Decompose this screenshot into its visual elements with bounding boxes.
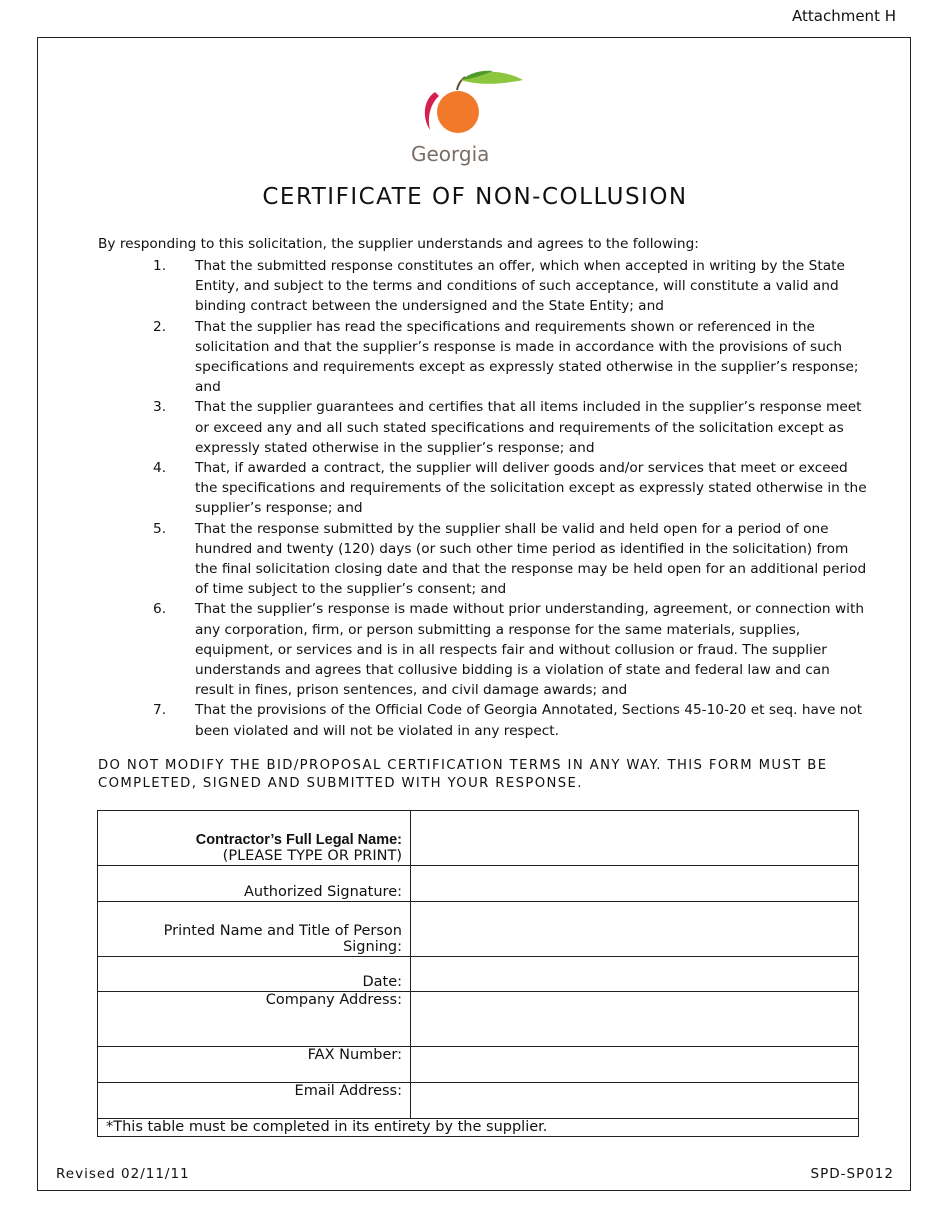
table-row <box>98 811 859 866</box>
page-title: CERTIFICATE OF NON-COLLUSION <box>262 184 688 210</box>
list-item <box>98 458 868 519</box>
terms-list <box>98 256 868 741</box>
contractor-name-field[interactable] <box>411 811 859 866</box>
table-footnote: *This table must be completed in its entirety by the supplier. <box>98 1119 859 1137</box>
fax-number-label: FAX Number: <box>98 1047 411 1083</box>
contractor-name-label-cell <box>98 811 411 866</box>
printed-name-field[interactable] <box>411 902 859 957</box>
fax-number-field[interactable] <box>411 1047 859 1083</box>
table-row <box>98 957 859 992</box>
list-item <box>98 256 868 317</box>
item-number: 5. <box>153 520 167 537</box>
item-number: 6. <box>153 601 167 618</box>
item-text: That the provisions of the Official Code of Georgia Annotated, Sections 45-10-20 et seq. have not been violated and will not be violated in any respect. <box>195 702 863 739</box>
table-row <box>98 902 859 957</box>
item-text: That the submitted response constitutes an offer, which when accepted in writing by the State Entity, and subject to the terms and conditions of such acceptance, will constitute a valid and binding contract between the undersigned and the State Entity; and <box>195 258 845 315</box>
certification-notice: DO NOT MODIFY THE BID/PROPOSAL CERTIFICATION TERMS IN ANY WAY. THIS FORM MUST BE COMPLETED, SIGNED AND SUBMITTED WITH YOUR RESPONSE. <box>98 758 828 791</box>
email-address-label: Email Address: <box>98 1083 411 1119</box>
item-text: That the supplier guarantees and certifies that all items included in the supplier’s response meet or exceed any and all such stated specifications and requirements of the solicitation except as expressly stated otherwise in the supplier’s response; and <box>195 399 862 456</box>
intro-text: By responding to this solicitation, the supplier understands and agrees to the following: <box>98 236 699 252</box>
table-row <box>98 1119 859 1137</box>
list-item <box>98 599 868 700</box>
peach-shape <box>437 91 479 133</box>
table-row <box>98 866 859 902</box>
item-number: 4. <box>153 460 167 477</box>
item-number: 7. <box>153 702 167 719</box>
date-field[interactable] <box>411 957 859 992</box>
table-row <box>98 1047 859 1083</box>
item-text: That, if awarded a contract, the supplier will deliver goods and/or services that meet or exceed the specifications and requirements of the solicitation except as expressly stated otherwise in the supplier’s response; and <box>195 460 867 517</box>
email-address-field[interactable] <box>411 1083 859 1119</box>
item-number: 1. <box>153 258 167 274</box>
list-item <box>98 317 868 398</box>
printed-name-label: Printed Name and Title of Person Signing: <box>98 902 411 957</box>
company-address-label: Company Address: <box>98 992 411 1047</box>
form-code: SPD-SP012 <box>810 1166 894 1182</box>
contractor-name-label: Contractor’s Full Legal Name: <box>195 832 402 848</box>
table-row <box>98 1083 859 1119</box>
company-address-field[interactable] <box>411 992 859 1047</box>
georgia-logo-text: Georgia <box>411 142 490 166</box>
crescent-shape <box>425 92 439 130</box>
contractor-info-table <box>97 810 859 1137</box>
list-item <box>98 519 868 600</box>
item-text: That the supplier has read the specifications and requirements shown or referenced in the solicitation and that the supplier’s response is made in accordance with the provisions of such specifications and requirements except as expressly stated otherwise in the supplier’s response; and <box>195 318 859 396</box>
table-row <box>98 992 859 1047</box>
item-number: 2. <box>153 318 167 335</box>
contractor-name-hint: (PLEASE TYPE OR PRINT) <box>222 848 402 864</box>
list-item <box>98 700 868 740</box>
attachment-label: Attachment H <box>792 7 896 25</box>
item-text: That the response submitted by the supplier shall be valid and held open for a period of one hundred and twenty (120) days (or such other time period as identified in the solicitation) from the final solicitation closing date and that the response may be held open for an additional period of time subject to the supplier’s consent; and <box>195 520 867 598</box>
date-label: Date: <box>98 957 411 992</box>
revised-date: Revised 02/11/11 <box>56 1166 190 1182</box>
item-number: 3. <box>153 399 167 416</box>
list-item <box>98 397 868 458</box>
signature-field[interactable] <box>411 866 859 902</box>
signature-label: Authorized Signature: <box>98 866 411 902</box>
item-text: That the supplier’s response is made without prior understanding, agreement, or connection with any corporation, firm, or person submitting a response for the same materials, supplies, equipment, or services and is in all respects fair and without collusion or fraud. The supplier understands and agrees that collusive bidding is a violation of state and federal law and can result in fines, prison sentences, and civil damage awards; and <box>195 601 864 699</box>
